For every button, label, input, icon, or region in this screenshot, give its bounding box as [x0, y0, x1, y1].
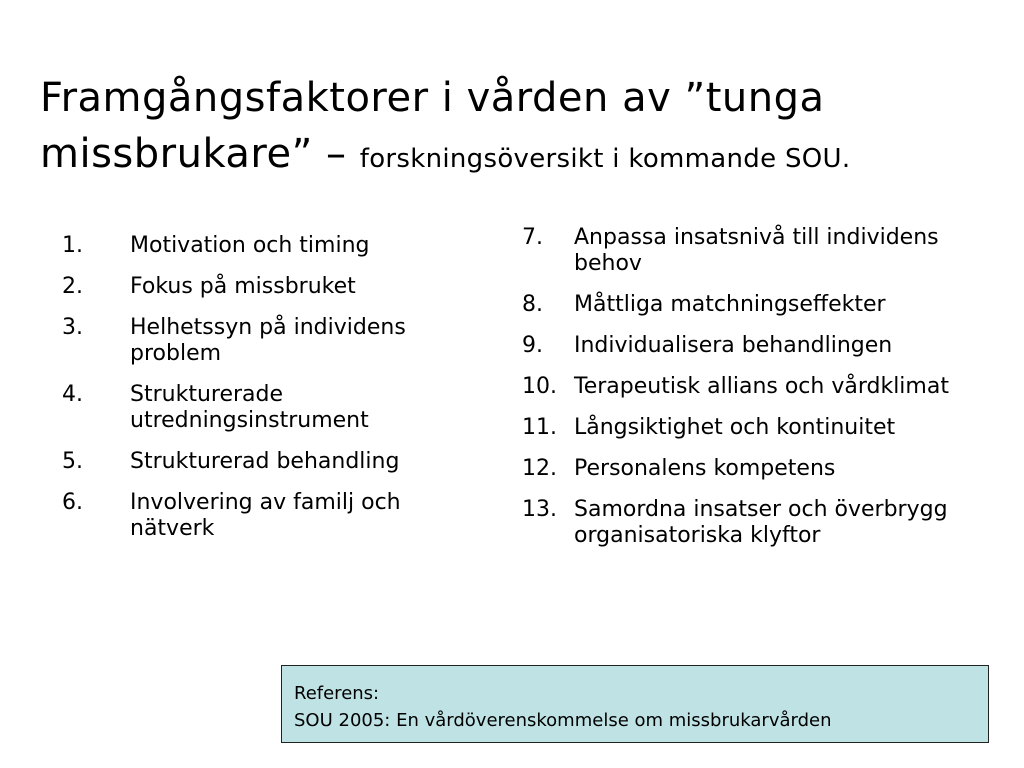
- list-item: [62, 315, 462, 367]
- list-item-number: 6.: [62, 490, 83, 515]
- list-item: [62, 274, 462, 300]
- success-factors-list-left: [62, 233, 462, 557]
- list-item-text: Individualisera behandlingen: [574, 333, 893, 358]
- list-item-number: 3.: [62, 315, 83, 340]
- list-item-number: 10.: [522, 374, 557, 399]
- list-item-text: Måttliga matchningseffekter: [574, 292, 886, 317]
- list-item-number: 8.: [522, 292, 543, 317]
- list-item-text: Fokus på missbruket: [130, 274, 356, 299]
- title-subtitle: forskningsöversikt i kommande SOU.: [359, 144, 851, 174]
- list-item-number: 11.: [522, 415, 557, 440]
- list-item-number: 12.: [522, 456, 557, 481]
- list-item-text: Anpassa insatsnivå till individens behov: [574, 225, 939, 276]
- list-item-number: 4.: [62, 382, 83, 407]
- list-item-text: Strukturerad behandling: [130, 449, 400, 474]
- list-item: [522, 292, 992, 318]
- list-item-text: Personalens kompetens: [574, 456, 836, 481]
- list-item: [522, 333, 992, 359]
- list-item: [62, 449, 462, 475]
- list-item: [62, 382, 462, 434]
- list-item: [522, 456, 992, 482]
- list-item-text: Motivation och timing: [130, 233, 370, 258]
- list-item-number: 1.: [62, 233, 83, 258]
- list-item: [62, 233, 462, 259]
- list-item-number: 13.: [522, 497, 557, 522]
- list-item: [522, 497, 992, 549]
- list-item: [522, 415, 992, 441]
- reference-box: [281, 665, 989, 743]
- list-item-number: 5.: [62, 449, 83, 474]
- reference-text: SOU 2005: En vårdöverenskommelse om missbrukarvården: [294, 710, 832, 731]
- list-item: [522, 225, 992, 277]
- list-item-number: 9.: [522, 333, 543, 358]
- list-item: [62, 490, 462, 542]
- list-item-number: 7.: [522, 225, 543, 250]
- list-item-text: Långsiktighet och kontinuitet: [574, 415, 896, 440]
- success-factors-list-right: [522, 225, 992, 564]
- list-item-number: 2.: [62, 274, 83, 299]
- list-item: [522, 374, 992, 400]
- list-item-text: Samordna insatser och överbrygg organisatoriska klyftor: [574, 497, 948, 548]
- slide-title: [40, 70, 1000, 187]
- reference-label: Referens:: [294, 683, 380, 704]
- list-item-text: Strukturerade utredningsinstrument: [130, 382, 369, 433]
- list-item-text: Involvering av familj och nätverk: [130, 490, 401, 541]
- title-main: Framgångsfaktorer i vården av ”tunga missbrukare” –: [40, 75, 825, 177]
- list-item-text: Helhetssyn på individens problem: [130, 315, 406, 366]
- list-item-text: Terapeutisk allians och vårdklimat: [574, 374, 949, 399]
